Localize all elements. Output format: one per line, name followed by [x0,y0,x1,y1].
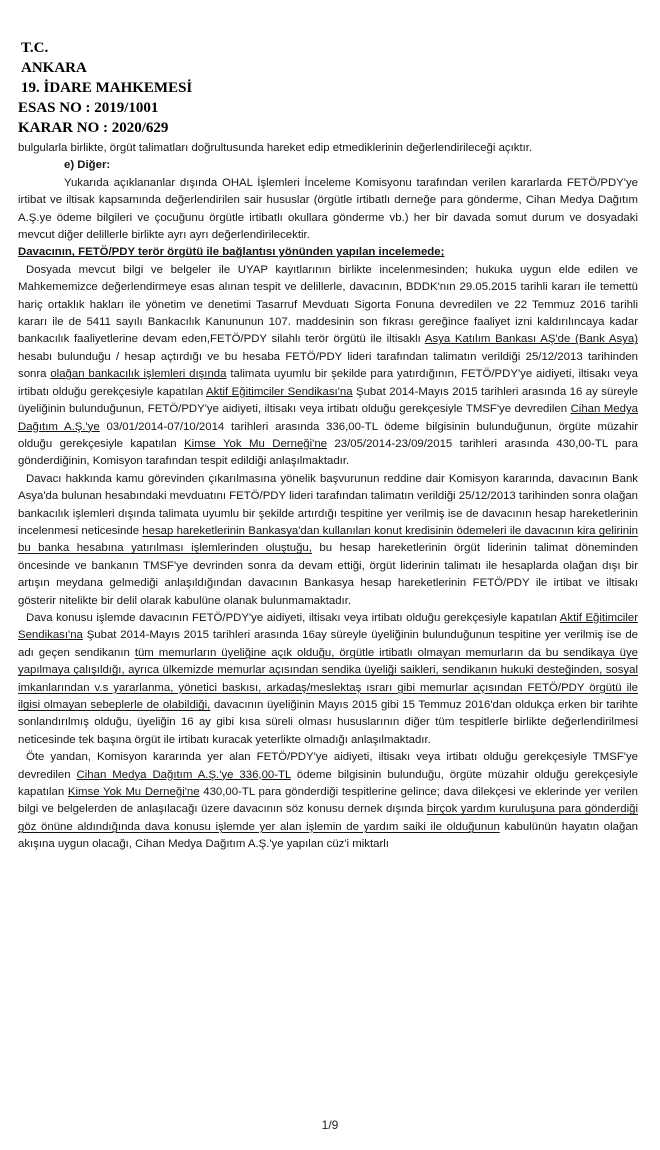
header-esas-no: ESAS NO : 2019/1001 [18,100,159,116]
paragraph-findings: Dosyada mevcut bilgi ve belgeler ile UYAP kayıtlarının birlikte incelenmesinden; hukuka uygun elde edilen ve Mahkememizce değerlendirmeye esas alınan tespit ve delillerle, davacının, BDDK'nın 29.05.2015 tarihli kararı ile temettü hariç ortaklık hakları ile yönetim ve denetimi Tasarruf Mevduatı Sigorta Fonuna devredilen ve 22 Temmuz 2016 tarihli kararı ile de 5411 sayılı Bankacılık Kanununun 107. maddesinin son fıkrası gereğince faaliyet izni kaldırılıncaya kadar bankacılık faaliyetlerine devam eden,FETÖ/PDY silahlı terör örgütü ile iltisaklı Asya Katılım Bankası AŞ'de (Bank Asya) hesabı bulunduğu / hesap açtırdığı ve bu hesaba FETÖ/PDY lideri tarafından talimatın verildiği 25/12/2013 tarihinden sonra olağan bankacılık işlemleri dışında talimata uyumlu bir şekilde para yatırdığının, FETÖ/PDY'ye aidiyeti, iltisakı veya irtibatı olduğu gerekçesiyle kapatılan Aktif Eğitimciler Sendikası'na Şubat 2014-Mayıs 2015 tarihleri arasında 16 ay süreyle üyeliğinin bulunduğunun, FETÖ/PDY'ye aidiyeti, iltisakı veya irtibatı olduğu gerekçesiyle TMSF'ye devredilen Cihan Medya Dağıtım A.Ş.'ye 03/01/2014-07/10/2014 tarihleri arasında 336,00-TL ödeme bilgisinin bulunduğunun, örgüte müzahir olduğu gerekçesiyle kapatılan Kimse Yok Mu Derneği'ne 23/05/2014-23/09/2015 tarihleri arasında 430,00-TL para gönderdiğinin, Komisyon tarafından tespit edildiği anlaşılmaktadır. [18,263,639,468]
subheading-diger: e) Diğer: [64,159,111,172]
paragraph-union: Dava konusu işlemde davacının FETÖ/PDY'ye aidiyeti, iltisakı veya irtibatı olduğu gerekçesiyle kapatılan Aktif Eğitimciler Sendikası'na Şubat 2014-Mayıs 2015 tarihleri arasında 16ay süreyle üyeliğinin bulunduğunun tespitine yer verilmiş ise de adı geçen sendikanın tüm memurların üyeliğine açık olduğu, örgütle irtibatlı olmayan memurların da bu sendikaya üye yapılmaya çalışıldığı, ayrıca ülkemizde memurlar açısından sendika üyeliği saikleri, sendikanın hukuki desteğinden, sosyal imkanlarından v.s yararlanma, yönetici baskısı, arkadaş/meslektaş ısrarı gibi memurlar açısından FETÖ/PDY örgütü ile ilgisi olmayan sebeplerle de olabildiği, davacının üyeliğinin Mayıs 2015 gibi 15 Temmuz 2016'dan oldukça erken bir tarihte sonlandırılmış olduğu, üyeliğin 16 ay gibi kısa süreli olması hususlarının diğer tüm tespitlerle birlikte değerlendirilmesi neticesinde tek başına örgüt ile irtibatı kuracak yeterlikte olmadığı anlaşılmaktadır. [18,611,638,746]
section-title: Davacının, FETÖ/PDY terör örgütü ile bağlantısı yönünden yapılan incelemede; [18,246,445,259]
underlined-cihan-medya: Cihan Medya Dağıtım A.Ş.'ye [18,403,638,433]
paragraph-bank-asya: Davacı hakkında kamu görevinden çıkarılmasına yönelik başvurunun reddine dair Komisyon kararında, davacının Bank Asya'da bulunan hesabındaki mevduatını FETÖ/PDY lideri tarafından talimatın verildiği 25/12/2013 tarihinden sonra olağan bankacılık işlemleri dışında talimata uyumlu bir şekilde artırdığı tespitine yer verilmiş ise de davacının hesap hareketlerinin incelenmesi neticesinde hesap hareketlerinin Bankasya'dan kullanılan konut kredisinin ödemeleri ile davacının kira gelirinin bu banka hesabına yatırılması işlemlerinden oluştuğu, bu hesap hareketlerinin örgüt liderinin talimat döneminden öncesinde ve bankanın TMSF'ye devrinden sonra da devam ettiği, örgüt liderinin talimatı ile hesaplarda olağan dışı bir artışın meydana gelmediği anlaşıldığından davacının Bankasya hesap hareketlerinin FETÖ/PDY ile irtibat ve iltisakı gösterir nitelikte bir delil olarak kabulüne olanak bulunmamaktadır. [18,472,639,607]
underlined-account-movements: hesap hareketlerinin Bankasya'dan kullanılan konut kredisinin ödemeleri ile davacının kira gelirinin bu banka hesabına yatırılması işlemlerinden oluştuğu, [18,524,639,555]
document-body [18,140,638,854]
underlined-kimse-yok-mu-2: Kimse Yok Mu Derneği'ne [67,786,200,799]
underlined-irregular-transactions: olağan bankacılık işlemleri dışında [50,368,227,381]
header-tc: T.C. [21,40,49,56]
underlined-kimse-yok-mu: Kimse Yok Mu Derneği'ne [184,437,327,450]
page-number: 1/9 [321,1118,339,1132]
underlined-cihan-payment: Cihan Medya Dağıtım A.Ş.'ye 336,00-TL [76,768,291,781]
header-city: ANKARA [21,60,87,76]
underlined-union-name: Aktif Eğitimciler Sendikası'na [206,385,353,398]
paragraph-payments: Öte yandan, Komisyon kararında yer alan FETÖ/PDY'ye aidiyeti, iltisakı veya irtibatı olduğu gerekçesiyle TMSF'ye devredilen Cihan Medya Dağıtım A.Ş.'ye 336,00-TL ödeme bilgisinin bulunduğu, örgüte müzahir olduğu gerekçesiyle kapatılan Kimse Yok Mu Derneği'ne 430,00-TL para gönderdiği tespitlerine gelince; dava dilekçesi ve eklerinde yer verilen bilgi ve belgelerden de anlaşılacağı üzere davacının söz konusu dernek dışında birçok yardım kuruluşuna para gönderdiği göz önüne aldındığında dava konusu işlemde yer alan işlemin de yardım saiki ile olduğunun kabulünün hayatın olağan akışına uygun olacağı, Cihan Medya Dağıtım A.Ş.'ye yapılan cüz'i miktarlı [18,751,639,851]
court-header [18,38,638,138]
underlined-union-reasons: tüm memurların üyeliğine açık olduğu, örgütle irtibatlı olmayan memurların da bu sendikaya üye yapılmaya çalışıldığı, ayrıca ülkemizde memurlar açısından sendika üyeliği saikleri, sendikanın hukuki desteğinden, sosyal imkanlarından v.s yararlanma, yönetici baskısı, arkadaş/meslektaş ısrarı gibi memurlar açısından FETÖ/PDY örgütü ile ilgisi olmayan sebeplerle de olabildiği, [18,646,638,711]
paragraph-diger: Yukarıda açıklananlar dışında OHAL İşlemleri İnceleme Komisyonu tarafından verilen kararlarda FETÖ/PDY'ye irtibat ve iltisak kapsamında değerlendirilen sair hususlar (örgütle irtibatlı derneğe para gönderme, Cihan Medya Dağıtım A.Ş.ye ödeme bilgileri ve çocuğunu örgütle irtibatlı okullara gönderme vb.) her bir davada somut durum ve dosyadaki mevcut diğer delillerle birlikte ayrı ayrı değerlendirilecektir. [18,176,638,242]
header-karar-no: KARAR NO : 2020/629 [18,120,169,136]
underlined-bank-asya: Asya Katılım Bankası AŞ'de (Bank Asya) [424,333,639,346]
paragraph-continuation: bulgularla birlikte, örgüt talimatları doğrultusunda hareket edip etmediklerinin değerlendirileceği açıktır. [18,142,533,154]
underlined-union-name-2: Aktif Eğitimciler Sendikası'na [18,611,638,642]
header-court: 19. İDARE MAHKEMESİ [21,80,193,96]
underlined-charity-motive: birçok yardım kuruluşuna para gönderdiği göz önüne aldındığında dava konusu işlemde yer alan işlemin de yardım saiki ile olduğunun [18,803,638,833]
